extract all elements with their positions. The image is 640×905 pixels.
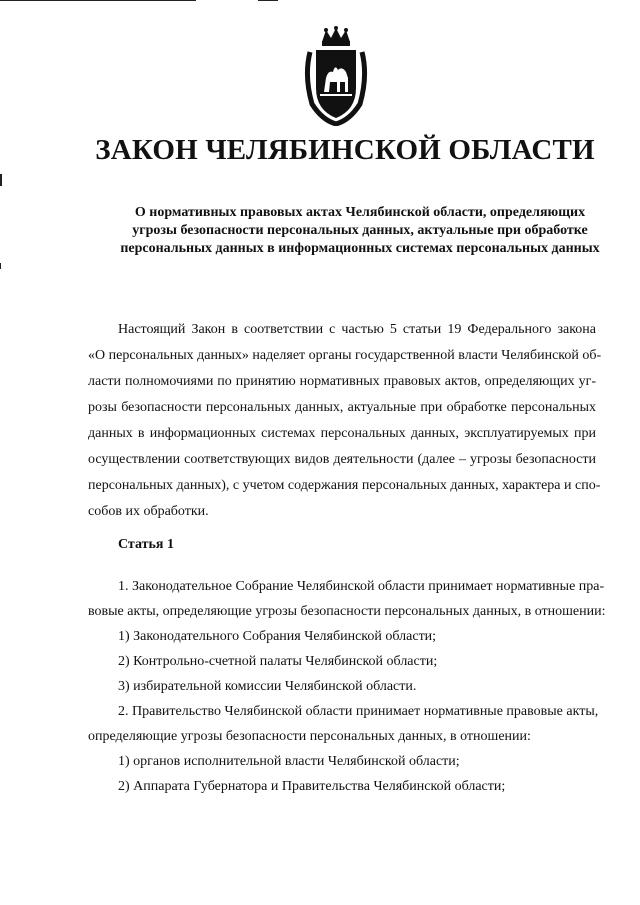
article-line: 3) избирательной комиссии Челябинской области. [118, 679, 417, 694]
article-line: 2) Контрольно-счетной палаты Челябинской области; [118, 654, 438, 669]
subtitle-line: О нормативных правовых актах Челябинской области, определяющих [134, 205, 586, 220]
article-line: вовые акты, определяющие угрозы безопасности персональных данных, в отношении: [88, 604, 606, 619]
article-line: 1) органов исполнительной власти Челябинской области; [118, 754, 460, 769]
scan-artifact-left [0, 174, 2, 186]
article-line: 1) Законодательного Собрания Челябинской области; [118, 629, 437, 644]
scan-artifact-left-2 [0, 263, 1, 269]
article-body [88, 574, 606, 799]
preamble-line: собов их обработки. [88, 504, 209, 519]
article-line: определяющие угрозы безопасности персональных данных, в отношении: [88, 729, 531, 744]
preamble-line: данных в информационных системах персональных данных, эксплуатируемых при [88, 426, 596, 441]
preamble-line: ласти полномочиями по принятию нормативных правовых актов, определяющих уг- [88, 374, 596, 389]
preamble-line: «О персональных данных» наделяет органы государственной власти Челябинской об- [88, 348, 602, 363]
law-subtitle [110, 204, 610, 258]
scan-artifact-top-right [258, 0, 278, 1]
coat-of-arms-emblem [300, 26, 372, 126]
article-line: 1. Законодательное Собрание Челябинской области принимает нормативные пра- [118, 579, 605, 594]
preamble-paragraph [88, 317, 602, 525]
preamble-line: розы безопасности персональных данных, актуальные при обработке персональных [88, 400, 596, 415]
subtitle-line: угрозы безопасности персональных данных, актуальные при обработке [132, 223, 588, 238]
scan-artifact-top [0, 0, 196, 1]
law-title: ЗАКОН ЧЕЛЯБИНСКОЙ ОБЛАСТИ [95, 134, 595, 166]
preamble-line: осуществлении соответствующих видов деятельности (далее – угрозы безопасности [88, 452, 596, 467]
preamble-line: персональных данных), с учетом содержания персональных данных, характера и спо- [88, 478, 601, 493]
subtitle-line: персональных данных в информационных системах персональных данных [120, 241, 600, 256]
article-line: 2) Аппарата Губернатора и Правительства Челябинской области; [118, 779, 506, 794]
article-heading: Статья 1 [118, 537, 174, 552]
article-line: 2. Правительство Челябинской области принимает нормативные правовые акты, [118, 704, 599, 719]
preamble-line: Настоящий Закон в соответствии с частью 5 статьи 19 Федерального закона [118, 322, 596, 337]
